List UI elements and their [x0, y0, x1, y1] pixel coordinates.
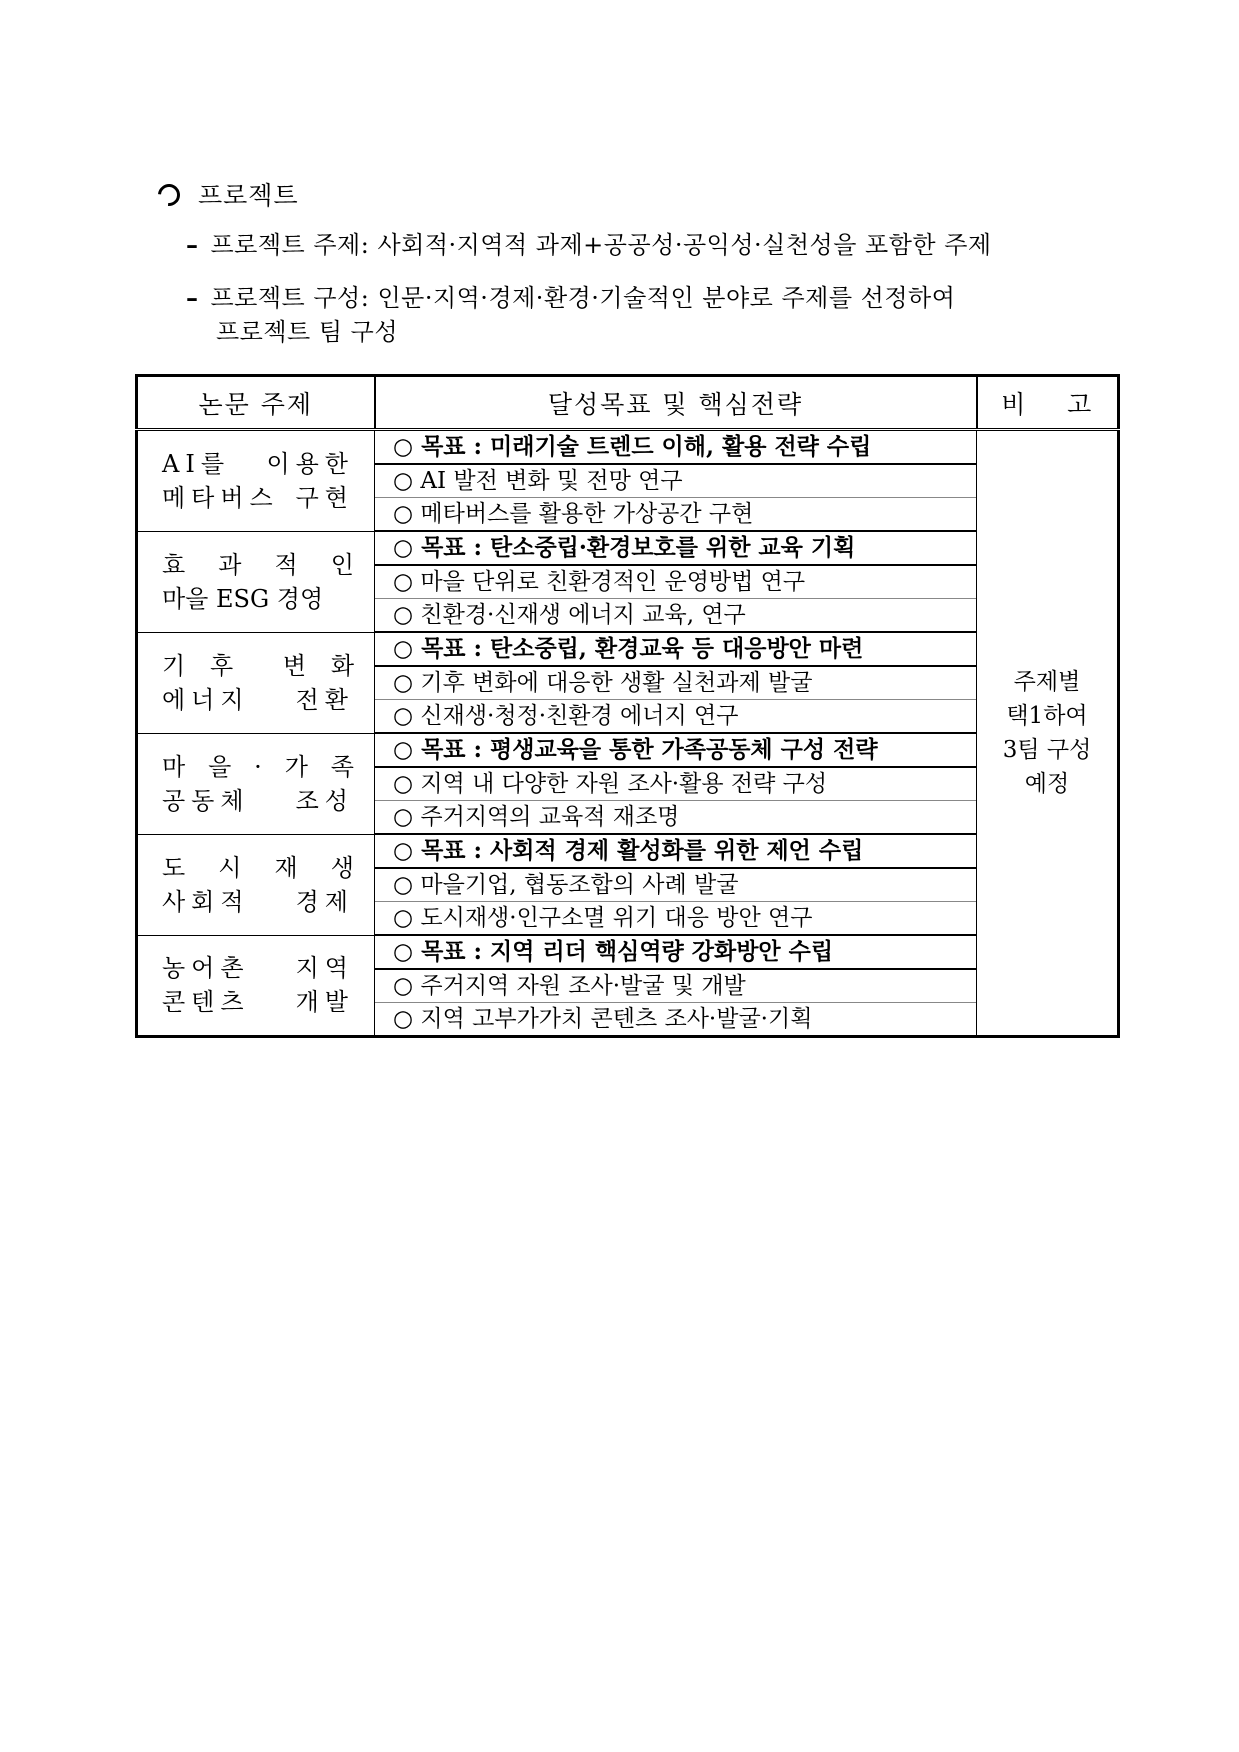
strategy-cell: ○ 주거지역 자원 조사·발굴 및 개발 — [375, 969, 977, 1003]
topic-word: 을 — [208, 752, 232, 781]
topic-word: 후 — [210, 651, 234, 680]
topic-word: 콘텐츠 — [162, 988, 250, 1017]
topic-word: 개발 — [295, 988, 354, 1017]
topic-word: 가 — [284, 752, 308, 781]
strategy-cell: ○ 지역 고부가가치 콘텐츠 조사·발굴·기획 — [375, 1003, 977, 1037]
goal-cell: ○ 목표 : 사회적 경제 활성화를 위한 제언 수립 — [375, 834, 977, 868]
topic-cell — [137, 531, 375, 632]
topic-line — [162, 481, 354, 515]
section-title: 프로젝트 — [198, 181, 299, 210]
table-row — [137, 935, 1119, 969]
project-composition-item — [186, 281, 1126, 349]
header-remark: 비 고 — [977, 376, 1119, 430]
topic-line — [162, 851, 354, 885]
topic-cell — [137, 834, 375, 935]
topic-line — [162, 447, 354, 481]
topic-line — [162, 582, 354, 616]
goal-cell: ○ 목표 : 탄소중립, 환경교육 등 대응방안 마련 — [375, 632, 977, 666]
goal-cell: ○ 목표 : 탄소중립·환경보호를 위한 교육 기획 — [375, 531, 977, 565]
topic-word: 마 — [162, 752, 186, 781]
goal-cell: ○ 목표 : 평생교육을 통한 가족공동체 구성 전략 — [375, 733, 977, 767]
topic-word: 도 — [162, 853, 186, 882]
topic-line — [162, 985, 354, 1019]
topic-word: 인 — [330, 550, 354, 579]
topic-word: 농어촌 — [162, 954, 250, 983]
table-row — [137, 430, 1119, 465]
table-row — [137, 531, 1119, 565]
project-composition-text: 프로젝트 구성: 인문·지역·경제·환경·기술적인 분야로 주제를 선정하여 — [210, 284, 956, 312]
strategy-cell: ○ 마을기업, 협동조합의 사례 발굴 — [375, 868, 977, 902]
topic-word: 족 — [330, 752, 354, 781]
topic-word: · — [254, 752, 262, 781]
topic-word: 전환 — [295, 685, 354, 714]
remark-line: 예정 — [1024, 771, 1070, 797]
topic-word: 기 — [162, 651, 186, 680]
project-composition-continuation: 프로젝트 팀 구성 — [216, 318, 399, 346]
remark-line: 택1하여 — [1006, 703, 1088, 729]
project-plan-table — [135, 374, 1120, 1038]
remark-line: 3팀 구성 — [1002, 737, 1092, 763]
topic-line — [162, 683, 354, 717]
topic-word: 재 — [274, 853, 298, 882]
project-topic-text: 프로젝트 주제: 사회적·지역적 과제+공공성·공익성·실천성을 포함한 주제 — [210, 231, 992, 259]
goal-cell: ○ 목표 : 미래기술 트렌드 이해, 활용 전략 수립 — [375, 430, 977, 465]
topic-word: 에너지 — [162, 685, 250, 714]
topic-word: 공동체 — [162, 786, 250, 815]
topic-word: AI를 — [162, 449, 230, 478]
topic-cell — [137, 430, 375, 532]
table-row — [137, 632, 1119, 666]
strategy-cell: ○ 도시재생·인구소멸 위기 대응 방안 연구 — [375, 902, 977, 936]
project-topic-item — [186, 228, 1126, 262]
topic-word: 이용한 — [266, 449, 354, 478]
strategy-cell: ○ 주거지역의 교육적 재조명 — [375, 801, 977, 835]
topic-cell — [137, 733, 375, 834]
topic-word: 효 — [162, 550, 186, 579]
topic-word: 조성 — [295, 786, 354, 815]
strategy-cell: ○ 메타버스를 활용한 가상공간 구현 — [375, 498, 977, 532]
topic-line — [162, 649, 354, 683]
strategy-cell: ○ 지역 내 다양한 자원 조사·활용 전략 구성 — [375, 767, 977, 801]
dash-bullet: – — [186, 283, 199, 312]
header-goal-strategy: 달성목표 및 핵심전략 — [375, 376, 977, 430]
topic-line — [162, 885, 354, 919]
topic-line — [162, 951, 354, 985]
strategy-cell: ○ 친환경·신재생 에너지 교육, 연구 — [375, 599, 977, 633]
topic-word: 과 — [218, 550, 242, 579]
topic-word: 사회적 — [162, 887, 250, 916]
table-row — [137, 834, 1119, 868]
topic-word: 시 — [218, 853, 242, 882]
topic-word: 메타버스 — [162, 483, 279, 512]
topic-word: 경제 — [295, 887, 354, 916]
remark-line: 주제별 — [1013, 669, 1081, 695]
topic-cell — [137, 935, 375, 1037]
topic-line — [162, 784, 354, 818]
goal-cell: ○ 목표 : 지역 리더 핵심역량 강화방안 수립 — [375, 935, 977, 969]
topic-word: 적 — [274, 550, 298, 579]
topic-word: 화 — [330, 651, 354, 680]
table-row — [137, 733, 1119, 767]
strategy-cell: ○ AI 발전 변화 및 전망 연구 — [375, 464, 977, 498]
strategy-cell: ○ 마을 단위로 친환경적인 운영방법 연구 — [375, 565, 977, 599]
topic-line — [162, 548, 354, 582]
topic-word: 구현 — [295, 483, 354, 512]
remark-cell — [977, 430, 1119, 1037]
header-topic: 논문 주제 — [137, 376, 375, 430]
topic-cell — [137, 632, 375, 733]
topic-word: 생 — [330, 853, 354, 882]
strategy-cell: ○ 기후 변화에 대응한 생활 실천과제 발굴 — [375, 666, 977, 700]
strategy-cell: ○ 신재생·청정·친환경 에너지 연구 — [375, 700, 977, 734]
topic-word: 변 — [282, 651, 306, 680]
topic-line — [162, 750, 354, 784]
dash-bullet: – — [186, 230, 199, 259]
section-heading — [158, 180, 299, 212]
open-circle-bullet-icon — [154, 180, 185, 211]
topic-word: 마을 ESG 경영 — [162, 584, 324, 613]
table-header-row — [137, 376, 1119, 430]
topic-word: 지역 — [295, 954, 354, 983]
